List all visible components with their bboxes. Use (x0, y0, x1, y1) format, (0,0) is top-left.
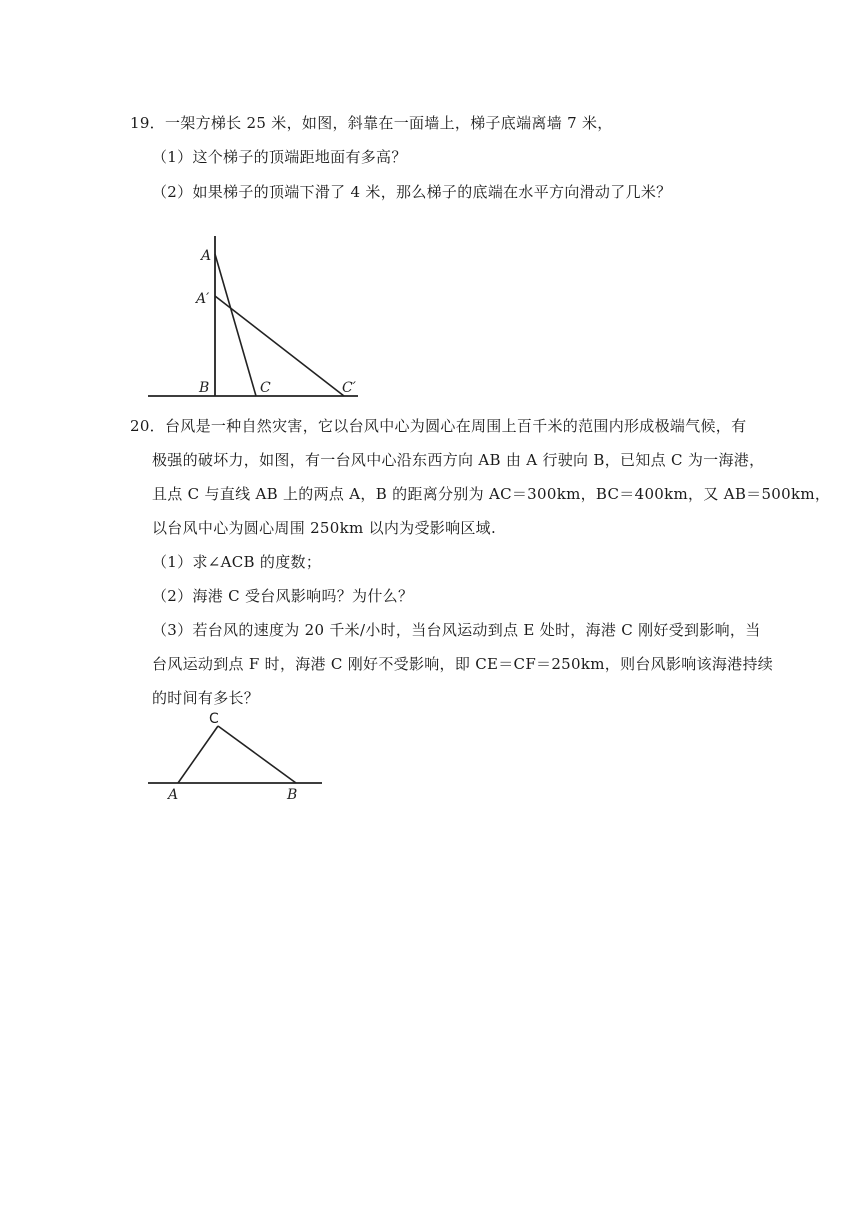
q20-line-3: 且点 C 与直线 AB 上的两点 A，B 的距离分别为 AC＝300km，BC＝400km，又 AB＝500km， (152, 485, 831, 503)
label-a: A (201, 248, 212, 264)
q19-part2: （2）如果梯子的顶端下滑了 4 米，那么梯子的底端在水平方向滑动了几米？ (152, 183, 672, 201)
label-c: C (260, 380, 271, 396)
q20-part3-line-3: 的时间有多长？ (152, 689, 260, 707)
label-b: B (199, 380, 210, 396)
label-a-prime: A′ (196, 291, 210, 307)
q20-part1: （1）求∠ACB 的度数； (152, 553, 322, 571)
segment-ac (178, 726, 218, 783)
q20-triangle-figure (146, 710, 326, 802)
q19-stem: 19．一架方梯长 25 米，如图，斜靠在一面墙上，梯子底端离墙 7 米， (130, 114, 613, 132)
q20-line-4: 以台风中心为圆心周围 250km 以内为受影响区域. (152, 519, 497, 537)
ladder-ac (215, 254, 256, 396)
label-b: B (287, 787, 298, 803)
ladder-a-prime-c-prime (215, 296, 344, 396)
q20-part2: （2）海港 C 受台风影响吗？为什么？ (152, 587, 414, 605)
q19-part1: （1）这个梯子的顶端距地面有多高？ (152, 148, 407, 166)
label-c: C (209, 711, 219, 727)
label-a: A (168, 787, 179, 803)
q20-part3-line-1: （3）若台风的速度为 20 千米/小时，当台风运动到点 E 处时，海港 C 刚好受到影响，当 (152, 621, 761, 639)
segment-bc (218, 726, 296, 783)
q20-part3-line-2: 台风运动到点 F 时，海港 C 刚好不受影响，即 CE＝CF＝250km，则台风影响该海港持续 (152, 655, 774, 673)
q19-ladder-figure (140, 236, 370, 400)
label-c-prime: C′ (342, 380, 356, 396)
q20-line-1: 20．台风是一种自然灾害，它以台风中心为圆心在周围上百千米的范围内形成极端气候，有 (130, 417, 747, 435)
q20-line-2: 极强的破坏力，如图，有一台风中心沿东西方向 AB 由 A 行驶向 B，已知点 C 为一海港， (152, 451, 765, 469)
